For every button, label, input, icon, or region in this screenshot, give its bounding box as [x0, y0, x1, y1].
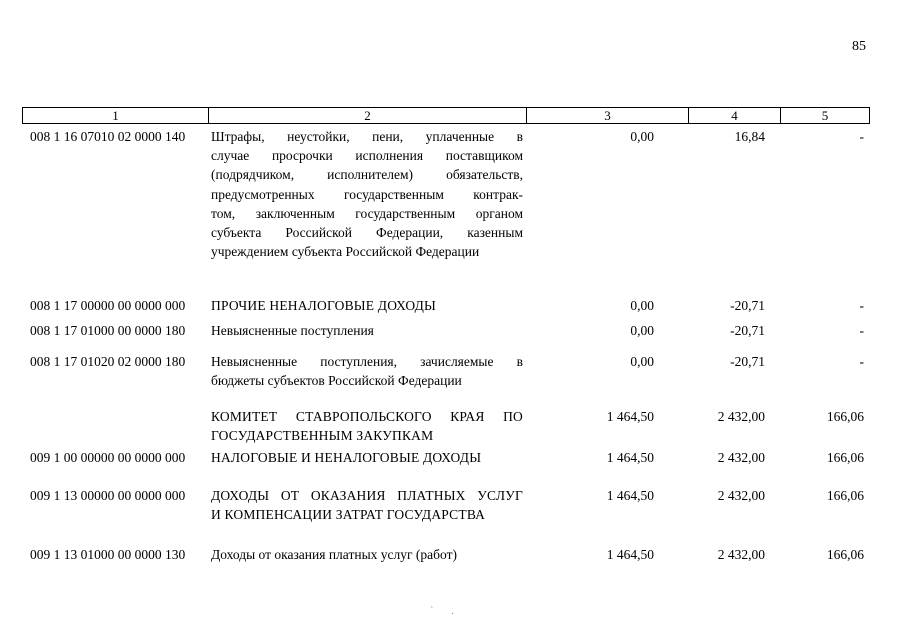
row-description	[211, 296, 523, 315]
description-line: Штрафы, неустойки, пени, уплаченные в	[211, 129, 523, 144]
value-col-5: 166,06	[826, 547, 864, 562]
value-col-4: 2 432,00	[717, 409, 765, 424]
description-line: И КОМПЕНСАЦИИ ЗАТРАТ ГОСУДАРСТВА	[211, 507, 486, 523]
header-col-5: 5	[821, 108, 829, 123]
value-col-4: -20,71	[730, 298, 765, 313]
budget-code: 008 1 17 01000 00 0000 180	[30, 323, 186, 338]
description-line: учреждением субъекта Российской Федерации	[211, 244, 480, 260]
description-line: КОМИТЕТ СТАВРОПОЛЬСКОГО КРАЯ ПО	[211, 409, 523, 424]
value-col-4: -20,71	[730, 354, 765, 369]
description-line: Невыясненные поступления, зачисляемые в	[211, 354, 523, 369]
budget-code: 008 1 17 00000 00 0000 000	[30, 298, 186, 313]
value-col-3: 0,00	[630, 129, 654, 144]
value-col-3: 1 464,50	[606, 547, 654, 562]
value-col-4: 16,84	[734, 129, 765, 144]
header-col-1: 1	[23, 108, 209, 123]
value-col-5: -	[859, 129, 864, 144]
description-line: (подрядчиком, исполнителем) обязательств,	[211, 167, 523, 183]
description-line: ГОСУДАРСТВЕННЫМ ЗАКУПКАМ	[211, 428, 434, 444]
header-col-4: 4	[689, 108, 781, 123]
value-col-3: 1 464,50	[606, 450, 654, 465]
value-col-3: 0,00	[630, 298, 654, 313]
description-line: случае просрочки исполнения поставщиком	[211, 148, 523, 164]
value-col-5: -	[859, 298, 864, 313]
value-col-4: 2 432,00	[717, 547, 765, 562]
budget-code: 009 1 13 00000 00 0000 000	[30, 488, 186, 503]
scan-smudge: `.	[430, 606, 472, 617]
value-col-3: 0,00	[630, 354, 654, 369]
description-line: Доходы от оказания платных услуг (работ)	[211, 547, 457, 562]
budget-code: 009 1 00 00000 00 0000 000	[30, 450, 186, 465]
value-col-4: -20,71	[730, 323, 765, 338]
header-col-2: 2	[209, 108, 527, 123]
value-col-5: 166,06	[826, 488, 864, 503]
description-line: ПРОЧИЕ НЕНАЛОГОВЫЕ ДОХОДЫ	[211, 298, 437, 313]
value-col-5: 166,06	[826, 450, 864, 465]
row-description	[211, 321, 523, 340]
row-description	[211, 407, 523, 445]
value-col-5: -	[859, 354, 864, 369]
value-col-3: 1 464,50	[606, 409, 654, 424]
description-line: бюджеты субъектов Российской Федерации	[211, 373, 462, 389]
row-description	[211, 352, 523, 390]
budget-code: 008 1 17 01020 02 0000 180	[30, 354, 186, 369]
row-description	[211, 127, 523, 261]
header-col-3: 3	[527, 108, 689, 123]
description-line: субъекта Российской Федерации, казенным	[211, 225, 523, 241]
value-col-4: 2 432,00	[717, 488, 765, 503]
value-col-5: 166,06	[826, 409, 864, 424]
page-number: 85	[852, 39, 866, 54]
description-line: предусмотренных государственным контрак-	[211, 186, 523, 202]
row-description	[211, 486, 523, 524]
description-line: ДОХОДЫ ОТ ОКАЗАНИЯ ПЛАТНЫХ УСЛУГ	[211, 488, 523, 503]
budget-code: 008 1 16 07010 02 0000 140	[30, 129, 186, 144]
budget-code: 009 1 13 01000 00 0000 130	[30, 547, 186, 562]
row-description	[211, 545, 523, 564]
value-col-4: 2 432,00	[717, 450, 765, 465]
value-col-3: 1 464,50	[606, 488, 654, 503]
table-header-row	[22, 107, 870, 124]
row-description	[211, 448, 523, 467]
description-line: НАЛОГОВЫЕ И НЕНАЛОГОВЫЕ ДОХОДЫ	[211, 450, 482, 465]
description-line: том, заключенным государственным органом	[211, 205, 523, 221]
value-col-3: 0,00	[630, 323, 654, 338]
value-col-5: -	[859, 323, 864, 338]
description-line: Невыясненные поступления	[211, 323, 374, 338]
